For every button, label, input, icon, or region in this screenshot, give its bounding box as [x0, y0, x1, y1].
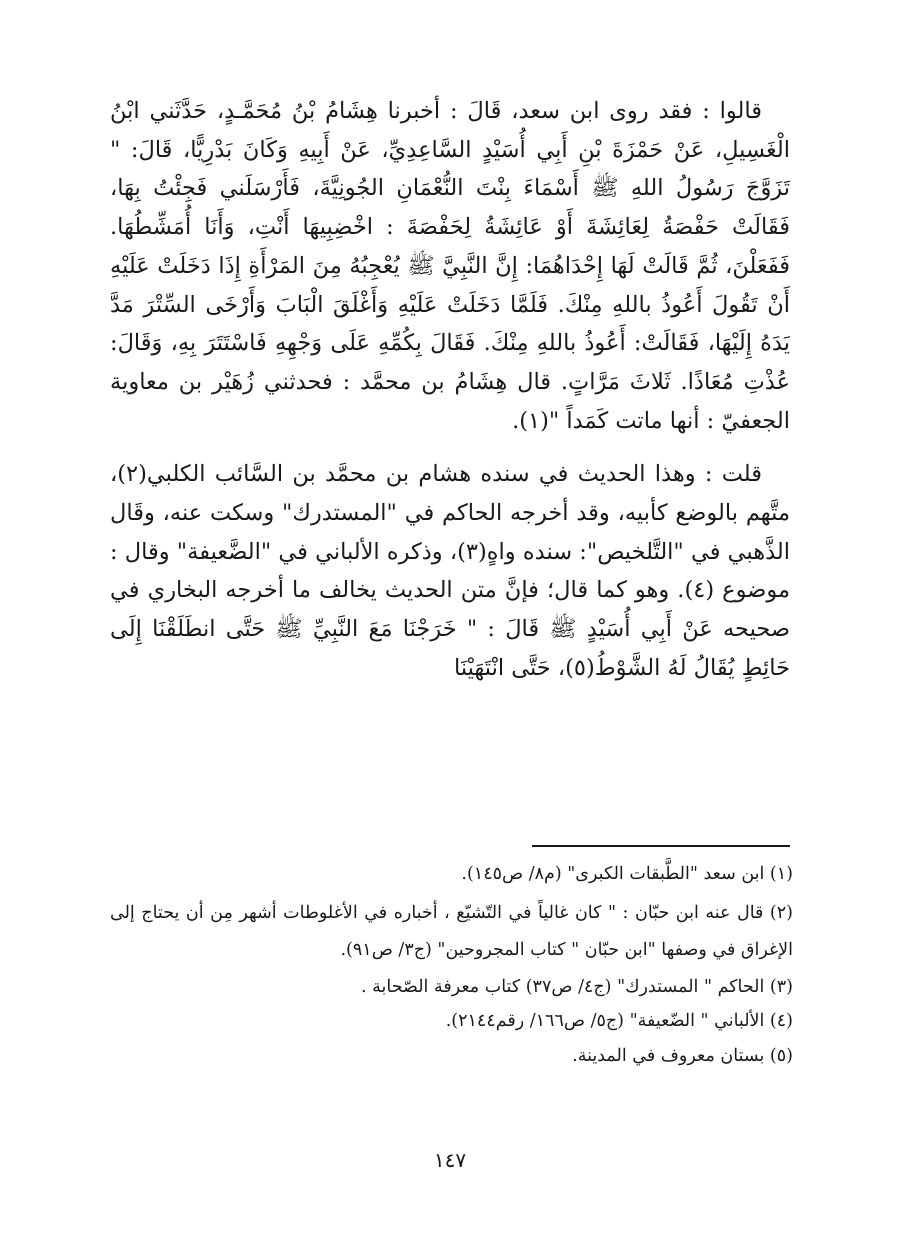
footnote-2: (٢) قال عنه ابن حبّان : " كان غالياً في التّشيّع ، أخباره في الأغلوطات أشهر مِن أن يحتاج إلى الإغراق في وصفها "ابن حبّان " كتاب المجروحين" (ج٣/ ص٩١). — [110, 902, 793, 960]
footnote-5: (٥) بستان معروف في المدينة. — [572, 1045, 793, 1066]
footnote-4: (٤) الألباني " الضّعيفة" (ج٥/ ص١٦٦/ رقم٢١٤٤). — [445, 1011, 793, 1031]
footnote-1: (١) ابن سعد "الطَّبقات الكبرى" (م٨/ ص١٤٥). — [461, 864, 793, 884]
main-text — [110, 92, 790, 688]
paragraph-commentary: قلت : وهذا الحديث في سنده هشام بن محمَّد بن السَّائب الكلبي(٢)، متَّهم بالوضع كأبيه، وقد أخرجه الحاكم في "المستدرك" وسكت عنه، وقَال الذَّهبي في "التَّلخيص": سنده واهٍ(٣)، وذكره الألباني في "الضَّعيفة" وقال : موضوع (٤). وهو كما قال؛ فإنَّ متن الحديث يخالف ما أخرجه البخاري في صحيحه عَنْ أَبِي أُسَيْدٍ ﷺ قَالَ : " خَرَجْنَا مَعَ النَّبِيِّ ﷺ حَتَّى انطَلَقْنَا إِلَى حَائِطٍ يُقَالُ لَهُ الشَّوْطُ(٥)، حَتَّى انْتَهَيْنَا — [110, 461, 790, 681]
footnotes — [110, 857, 793, 1073]
page-number: ١٤٧ — [433, 1148, 467, 1172]
paragraph-hadith-narration: قالوا : فقد روى ابن سعد، قَالَ : أخبرنا هِشَامُ بْنُ مُحَمَّـدٍ، حَدَّثَني ابْنُ الْغَسِيلِ، عَنْ حَمْزَةَ بْنِ أَبِي أُسَيْدٍ السَّاعِدِيِّ، عَنْ أَبِيهِ وَكَانَ بَدْرِيًّا، قَالَ: " تَزَوَّجَ رَسُولُ اللهِ ﷺ أَسْمَاءَ بِنْتَ النُّعْمَانِ الجُونِيَّةَ، فَأَرْسَلَني فَجِئْتُ بِهَا، فَقَالَتْ حَفْصَةُ لِعَائِشَةَ أَوْ عَائِشَةُ لِحَفْصَةَ : اخْضِبِيهَا أَنْتِ، وَأَنَا أُمَشِّطُهَا. فَفَعَلْنَ، ثُمَّ قَالَتْ لَهَا إِحْدَاهُمَا: إِنَّ النَّبِيَّ ﷺ يُعْجِبُهُ مِنَ المَرْأَةِ إِذَا دَخَلَتْ عَلَيْهِ أَنْ تَقُولَ أَعُوذُ باللهِ مِنْكَ. فَلَمَّا دَخَلَتْ عَلَيْهِ وَأَغْلَقَ الْبَابَ وَأَرْخَى السِّتْرَ مَدَّ يَدَهُ إِلَيْهَا، فَقَالَتْ: أَعُوذُ باللهِ مِنْكَ. فَقَالَ بِكُمِّهِ عَلَى وَجْهِهِ فَاسْتَتَرَ بِهِ، وَقَالَ: عُذْتِ مُعَاذًا. ثَلاثَ مَرَّاتٍ. قال هِشَامُ بن محمَّد : فحدثني زُهَيْر بن معاوية الجعفيّ : أنها ماتت كَمَداً "(١). — [110, 98, 790, 434]
footnote-3: (٣) الحاكم " المستدرك" (ج٤/ ص٣٧) كتاب معرفة الصّحابة . — [361, 976, 793, 997]
footnote-separator — [532, 845, 790, 847]
